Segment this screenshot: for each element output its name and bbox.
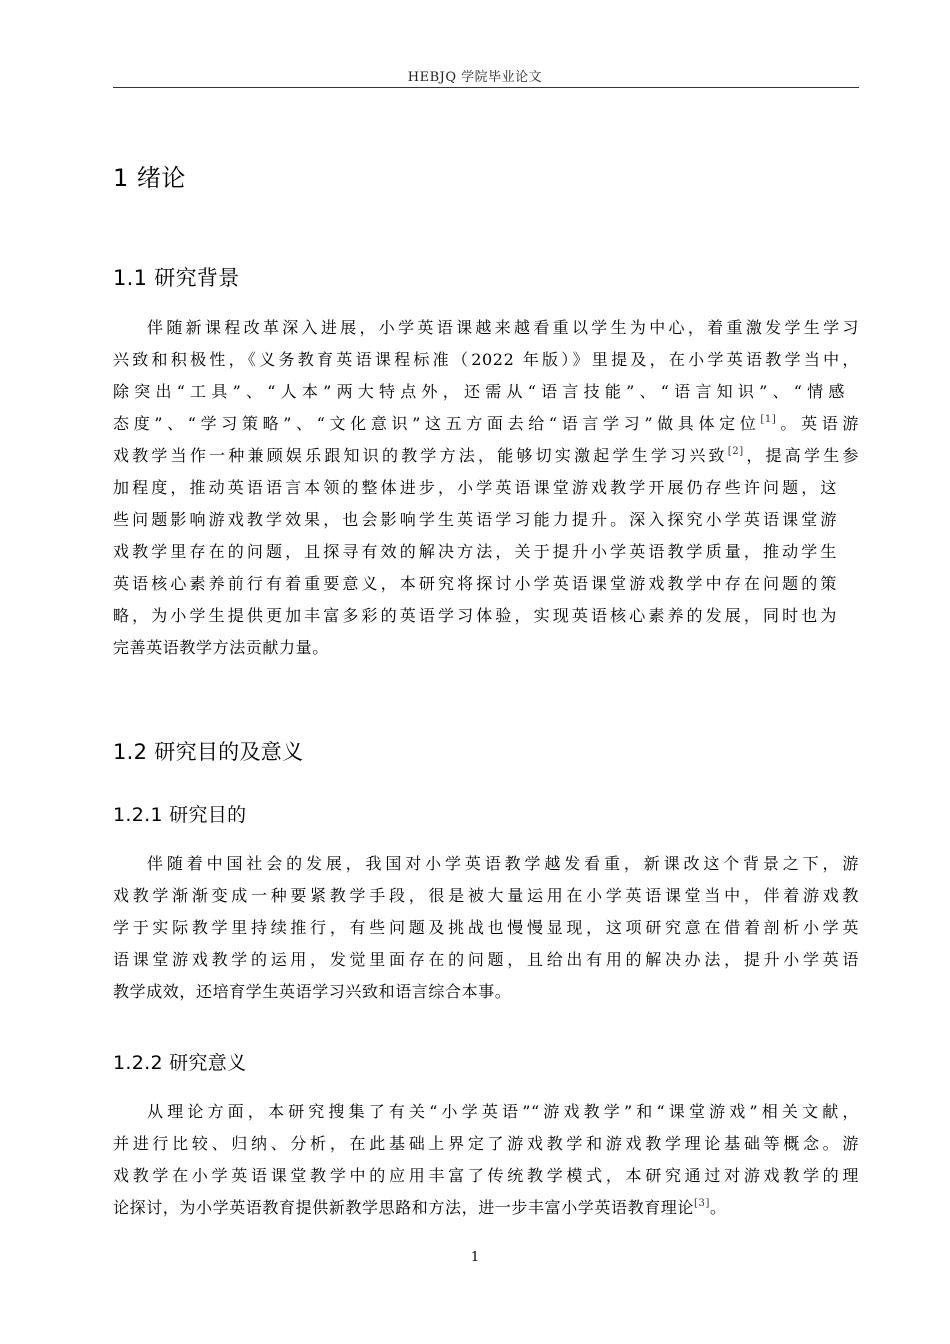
- text-line: 些问题影响游戏教学效果，也会影响学生英语学习能力提升。深入探究小学英语课堂游: [113, 510, 837, 529]
- text-line: 从理论方面，本研究搜集了有关“小学英语”“游戏教学”和“课堂游戏”相关文献，: [147, 1102, 859, 1121]
- text-line: 加程度，推动英语语言本领的整体进步，小学英语课堂游戏教学开展仍存些许问题，这: [113, 478, 837, 497]
- text-line: 戏教学渐渐变成一种要紧教学手段，很是被大量运用在小学英语课堂当中，伴着游戏教: [113, 886, 859, 905]
- section-title-1-2: 1.2 研究目的及意义: [113, 740, 304, 764]
- header-divider: [113, 87, 859, 88]
- section-title-1-2-1: 1.2.1 研究目的: [113, 804, 247, 826]
- text-line: 伴随着中国社会的发展，我国对小学英语教学越发看重，新课改这个背景之下，游: [147, 854, 859, 873]
- text-segment: 。: [709, 1198, 727, 1217]
- header-title: HEBJQ 学院毕业论文: [407, 70, 543, 85]
- paragraph-research-significance: [113, 1096, 859, 1224]
- chapter-title: 1 绪论: [113, 164, 186, 192]
- text-segment: 态度”、“学习策略”、“文化意识”这五方面去给“语言学习”做具体定位: [113, 414, 761, 433]
- text-line: 略，为小学生提供更加丰富多彩的英语学习体验，实现英语核心素养的发展，同时也为: [113, 606, 837, 625]
- text-line: [113, 1192, 859, 1224]
- text-line: [113, 440, 859, 472]
- text-line: 完善英语教学方法贡献力量。: [113, 638, 329, 657]
- text-line: 英语核心素养前行有着重要意义，本研究将探讨小学英语课堂游戏教学中存在问题的策: [113, 574, 837, 593]
- page-number: 1: [470, 1250, 480, 1265]
- text-line: [113, 408, 859, 440]
- text-line: 教学成效，还培育学生英语学习兴致和语言综合本事。: [113, 982, 512, 1001]
- text-segment: 戏教学当作一种兼顾娱乐跟知识的教学方法，能够切实激起学生学习兴致: [113, 446, 728, 465]
- section-title-1-1: 1.1 研究背景: [113, 266, 240, 290]
- section-title-1-2-2: 1.2.2 研究意义: [113, 1052, 247, 1074]
- text-line: 戏教学在小学英语课堂教学中的应用丰富了传统教学模式，本研究通过对游戏教学的理: [113, 1166, 859, 1185]
- paragraph-research-purpose: [113, 848, 859, 1008]
- text-line: 并进行比较、归纳、分析，在此基础上界定了游戏教学和游戏教学理论基础等概念。游: [113, 1134, 859, 1153]
- text-line: 学于实际教学里持续推行，有些问题及挑战也慢慢显现，这项研究意在借着剖析小学英: [113, 918, 859, 937]
- citation: [2]: [727, 446, 744, 457]
- text-line: 除突出“工具”、“人本”两大特点外，还需从“语言技能”、“语言知识”、“情感: [113, 382, 845, 401]
- text-segment: 论探讨，为小学英语教育提供新教学思路和方法，进一步丰富小学英语教育理论: [113, 1198, 695, 1217]
- text-line: 戏教学里存在的问题，且探寻有效的解决方法，关于提升小学英语教学质量，推动学生: [113, 542, 837, 561]
- citation: [3]: [694, 1198, 710, 1209]
- text-line: 伴随新课程改革深入进展，小学英语课越来越看重以学生为中心，着重激发学生学习: [147, 318, 859, 337]
- text-line: 语课堂游戏教学的运用，发觉里面存在的问题，且给出有用的解决办法，提升小学英语: [113, 950, 859, 969]
- text-line: 兴致和积极性，《义务教育英语课程标准（2022 年版）》里提及，在小学英语教学当中，: [113, 350, 859, 369]
- citation: [1]: [760, 414, 777, 425]
- text-segment: 。英语游: [776, 414, 859, 433]
- paragraph-research-background: [113, 312, 859, 664]
- text-segment: ，提高学生参: [743, 446, 860, 465]
